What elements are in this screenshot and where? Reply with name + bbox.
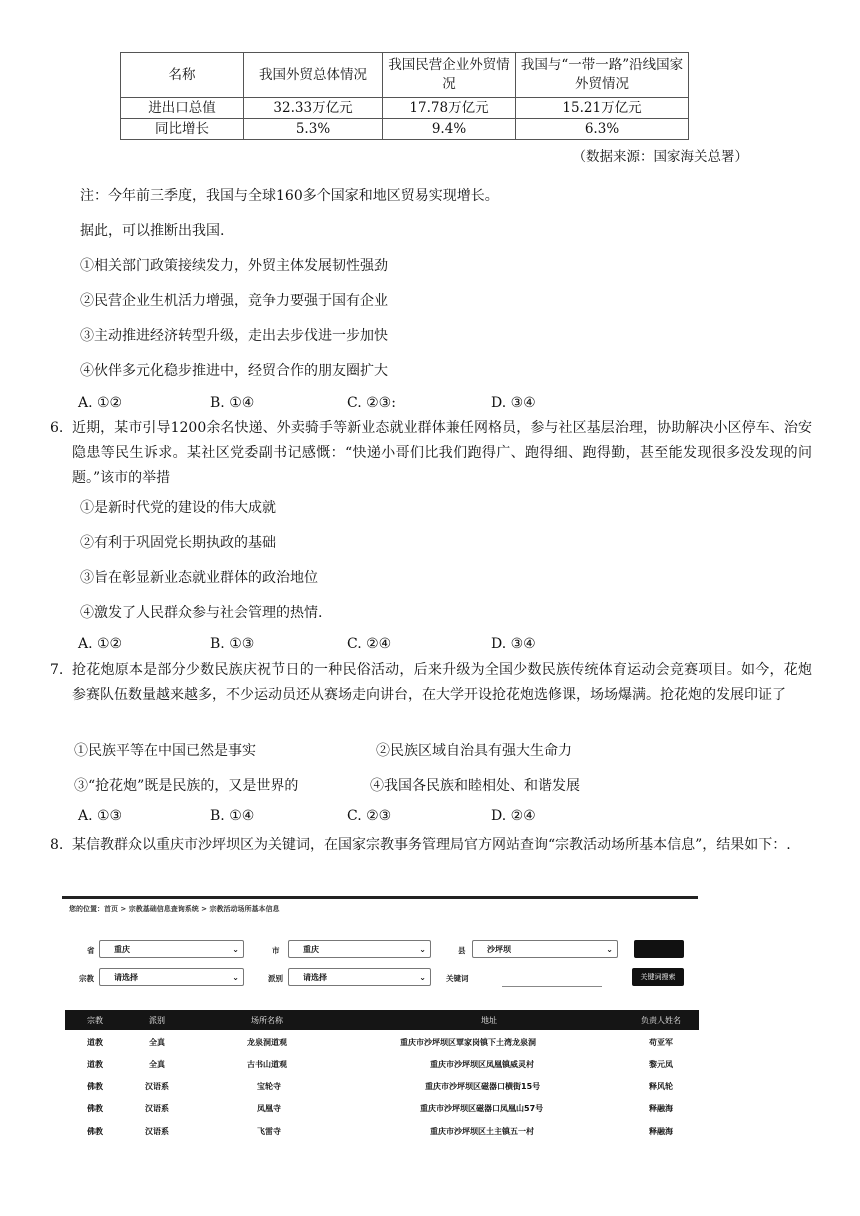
q5-note: 注：今年前三季度，我国与全球160多个国家和地区贸易实现增长。 bbox=[80, 188, 499, 204]
cell-site-name: 宝轮寺 bbox=[257, 1082, 281, 1091]
cell-manager: 释风轮 bbox=[649, 1082, 673, 1091]
column-header: 场所名称 bbox=[251, 1016, 283, 1025]
breadcrumb: 您的位置：首页 > 宗教基础信息查询系统 > 宗教活动场所基本信息 bbox=[69, 905, 280, 913]
table-row bbox=[121, 119, 689, 140]
q5-option-a: A. ①② bbox=[78, 395, 123, 411]
cell-manager: 释融海 bbox=[649, 1127, 673, 1136]
table-row[interactable] bbox=[65, 1077, 699, 1097]
q8-number: 8. bbox=[50, 837, 64, 853]
q5-option-c: C. ②③: bbox=[347, 395, 396, 411]
q6-option-d: D. ③④ bbox=[491, 636, 536, 652]
q6-option-b: B. ①③ bbox=[210, 636, 255, 652]
table-row bbox=[121, 98, 689, 119]
q5-item: ①相关部门政策接续发力，外贸主体发展韧性强劲 bbox=[80, 258, 388, 274]
chevron-down-icon: ⌄ bbox=[606, 945, 613, 954]
search-button[interactable] bbox=[634, 940, 684, 958]
chevron-down-icon: ⌄ bbox=[419, 973, 426, 982]
q6-option-c: C. ②④ bbox=[347, 636, 392, 652]
table-row[interactable] bbox=[65, 1033, 699, 1053]
q7-text: 抢花炮原本是部分少数民族庆祝节日的一种民俗活动，后来升级为全国少数民族传统体育运动会竞赛项目。如今，花炮参赛队伍数量越来越多，不少运动员还从赛场走向讲台，在大学开设抢花炮选修课，场场爆满。抢花炮的发展印证了 bbox=[72, 662, 812, 703]
table-cell: 5.3% bbox=[244, 119, 383, 140]
chevron-down-icon: ⌄ bbox=[232, 973, 239, 982]
header-divider bbox=[62, 896, 698, 899]
q5-item: ④伙伴多元化稳步推进中，经贸合作的朋友圈扩大 bbox=[80, 363, 388, 379]
q6-text: 近期，某市引导1200余名快递、外卖骑手等新业态就业群体兼任网格员，参与社区基层治理，协助解决小区停车、治安隐患等民生诉求。某社区党委副书记感慨：“快递小哥们比我们跑得广、跑得细、跑得勤，甚至能发现很多没发现的问题。”该市的举措 bbox=[72, 420, 812, 486]
q7-item: ④我国各民族和睦相处、和谐发展 bbox=[370, 778, 580, 794]
q7-option-c: C. ②③ bbox=[347, 808, 392, 824]
q5-stem: 据此，可以推断出我国. bbox=[80, 223, 225, 239]
city-label: 市 bbox=[272, 946, 280, 955]
table-row[interactable] bbox=[65, 1055, 699, 1075]
sect-select-value: 请选择 bbox=[303, 973, 327, 982]
q7-option-b: B. ①④ bbox=[210, 808, 255, 824]
table-cell: 17.78万亿元 bbox=[383, 98, 516, 119]
table-row[interactable] bbox=[65, 1099, 699, 1119]
religion-label: 宗教 bbox=[79, 974, 94, 983]
cell-site-name: 龙泉洞道观 bbox=[247, 1038, 287, 1047]
q5-item: ②民营企业生机活力增强，竞争力要强于国有企业 bbox=[80, 293, 388, 309]
cell-religion: 佛教 bbox=[87, 1082, 103, 1091]
column-header: 宗教 bbox=[87, 1016, 103, 1025]
province-select-value: 重庆 bbox=[114, 945, 130, 954]
cell-religion: 道教 bbox=[87, 1038, 103, 1047]
cell-manager: 苟亚军 bbox=[649, 1038, 673, 1047]
cell-sect: 全真 bbox=[149, 1038, 165, 1047]
city-select-value: 重庆 bbox=[303, 945, 319, 954]
q5-item: ③主动推进经济转型升级，走出去步伐进一步加快 bbox=[80, 328, 388, 344]
q6-item: ①是新时代党的建设的伟大成就 bbox=[80, 500, 276, 516]
table-header-row bbox=[121, 53, 689, 98]
table-header-cell: 我国外贸总体情况 bbox=[244, 53, 383, 98]
sect-select[interactable] bbox=[288, 968, 431, 986]
province-select[interactable] bbox=[99, 940, 244, 958]
table-cell: 6.3% bbox=[516, 119, 689, 140]
district-label: 县 bbox=[458, 946, 466, 955]
religion-select[interactable] bbox=[99, 968, 244, 986]
q7-item: ①民族平等在中国已然是事实 bbox=[74, 743, 256, 759]
q7-item: ②民族区域自治具有强大生命力 bbox=[376, 743, 572, 759]
cell-site-name: 古书山道观 bbox=[247, 1060, 287, 1069]
q7-item: ③“抢花炮”既是民族的，又是世界的 bbox=[74, 778, 299, 794]
q8-text: 某信教群众以重庆市沙坪坝区为关键词，在国家宗教事务管理局官方网站查询“宗教活动场所基本信息”，结果如下：. bbox=[72, 837, 791, 853]
table-header-cell: 我国民营企业外贸情况 bbox=[383, 53, 516, 98]
q6-item: ④激发了人民群众参与社会管理的热情. bbox=[80, 605, 323, 621]
table-row[interactable] bbox=[65, 1122, 699, 1142]
sect-label: 派别 bbox=[268, 974, 283, 983]
table-header-cell: 名称 bbox=[121, 53, 244, 98]
religion-select-value: 请选择 bbox=[114, 973, 138, 982]
cell-address: 重庆市沙坪坝区土主镇五一村 bbox=[430, 1127, 534, 1136]
cell-manager: 黎元凤 bbox=[649, 1060, 673, 1069]
cell-manager: 释融海 bbox=[649, 1104, 673, 1113]
q7-option-d: D. ②④ bbox=[491, 808, 536, 824]
chevron-down-icon: ⌄ bbox=[232, 945, 239, 954]
cell-religion: 佛教 bbox=[87, 1104, 103, 1113]
data-source-note: （数据来源：国家海关总署） bbox=[572, 149, 748, 165]
cell-address: 重庆市沙坪坝区磁器口横街15号 bbox=[425, 1082, 541, 1091]
q6-number: 6. bbox=[50, 420, 64, 436]
chevron-down-icon: ⌄ bbox=[419, 945, 426, 954]
keyword-label: 关键词 bbox=[446, 974, 469, 983]
district-select-value: 沙坪坝 bbox=[487, 945, 511, 954]
cell-sect: 全真 bbox=[149, 1060, 165, 1069]
column-header: 地址 bbox=[481, 1016, 497, 1025]
cell-sect: 汉语系 bbox=[145, 1104, 169, 1113]
q6-item: ②有利于巩固党长期执政的基础 bbox=[80, 535, 276, 551]
q6-item: ③旨在彰显新业态就业群体的政治地位 bbox=[80, 570, 318, 586]
table-cell: 进出口总值 bbox=[121, 98, 244, 119]
city-select[interactable] bbox=[288, 940, 431, 958]
cell-sect: 汉语系 bbox=[145, 1127, 169, 1136]
cell-religion: 道教 bbox=[87, 1060, 103, 1069]
q5-option-d: D. ③④ bbox=[491, 395, 536, 411]
cell-address: 重庆市沙坪坝区磁器口凤凰山57号 bbox=[420, 1104, 544, 1113]
q6-option-a: A. ①② bbox=[78, 636, 123, 652]
column-header: 派别 bbox=[149, 1016, 165, 1025]
district-select[interactable] bbox=[472, 940, 618, 958]
cell-site-name: 飞雷寺 bbox=[257, 1127, 281, 1136]
column-header: 负责人姓名 bbox=[641, 1016, 681, 1025]
province-label: 省 bbox=[87, 946, 95, 955]
religion-site-screenshot bbox=[62, 893, 702, 1153]
table-cell: 同比增长 bbox=[121, 119, 244, 140]
table-cell: 32.33万亿元 bbox=[244, 98, 383, 119]
table-cell: 9.4% bbox=[383, 119, 516, 140]
cell-site-name: 凤凰寺 bbox=[257, 1104, 281, 1113]
cell-religion: 佛教 bbox=[87, 1127, 103, 1136]
results-table-header bbox=[65, 1010, 699, 1030]
cell-address: 重庆市沙坪坝区覃家岗镇下土湾龙泉洞 bbox=[400, 1038, 536, 1047]
q7-option-a: A. ①③ bbox=[78, 808, 123, 824]
table-cell: 15.21万亿元 bbox=[516, 98, 689, 119]
q7-number: 7. bbox=[50, 662, 64, 678]
cell-address: 重庆市沙坪坝区凤凰镇威灵村 bbox=[430, 1060, 534, 1069]
table-header-cell: 我国与“一带一路”沿线国家外贸情况 bbox=[516, 53, 689, 98]
trade-data-table bbox=[120, 52, 689, 140]
q5-option-b: B. ①④ bbox=[210, 395, 255, 411]
keyword-input[interactable] bbox=[502, 986, 602, 987]
cell-sect: 汉语系 bbox=[145, 1082, 169, 1091]
keyword-search-button[interactable]: 关键词搜索 bbox=[632, 968, 684, 986]
